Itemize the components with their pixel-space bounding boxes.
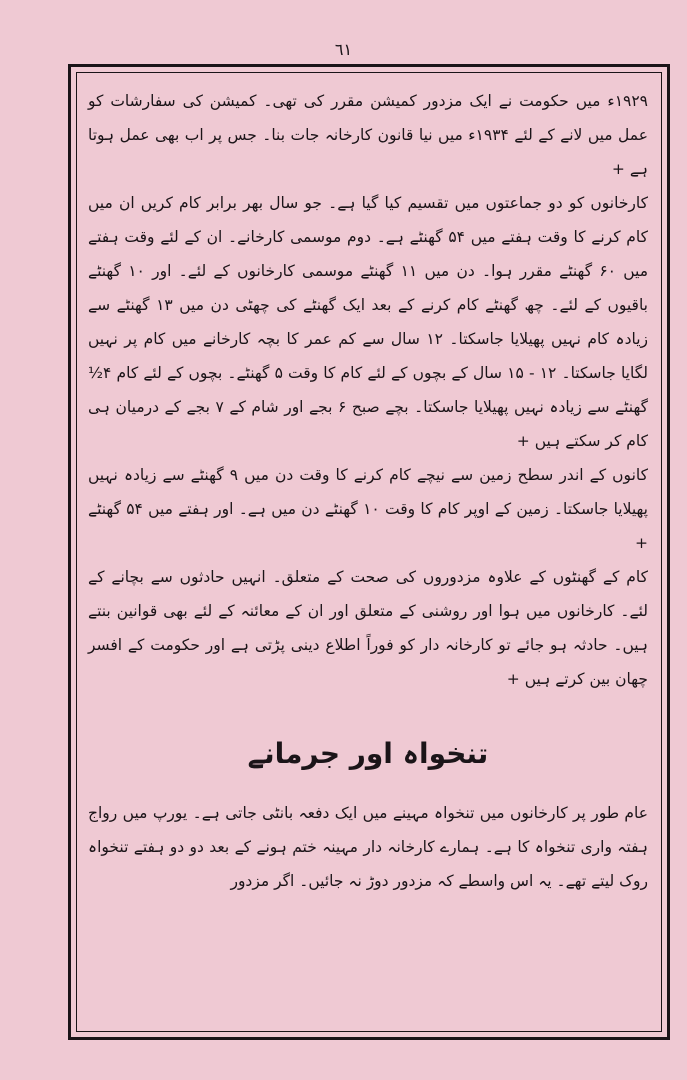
paragraph: کارخانوں کو دو جماعتوں میں تقسیم کیا گیا ہے۔ جو سال بھر برابر کام کریں ان میں کام کرنے کا وقت ہفتے میں ۵۴ گھنٹے ہے۔ دوم موسمی کارخانے۔ ان کے لئے وقت ہفتے میں ۶۰ گھنٹے مقرر ہوا۔ دن میں ۱۱ گھنٹے موسمی کارخانوں کے لئے۔ اور ۱۰ گھنٹے باقیوں کے لئے۔ چھ گھنٹے کام کرنے کے بعد ایک گھنٹے کی چھٹی دن میں ۱۳ گھنٹے سے زیادہ کام نہیں پھیلایا جاسکتا۔ ۱۲ سال سے کم عمر کا بچہ کارخانے میں کام پر نہیں لگایا جاسکتا۔ ۱۲ - ۱۵ سال کے بچوں کے لئے کام کا وقت ۵ گھنٹے۔ بچوں کے لئے کام ۴½ گھنٹے سے زیادہ نہیں پھیلایا جاسکتا۔ بچے صبح ۶ بجے اور شام کے ۷ بجے کے درمیان ہی کام کر سکتے ہیں +	[88, 194, 649, 450]
section-heading: تنخواہ اور جرمانے	[247, 737, 489, 770]
paragraph: ۱۹۲۹ء میں حکومت نے ایک مزدور کمیشن مقرر کی تھی۔ کمیشن کی سفارشات کو عمل میں لانے کے لئے ۱۹۳۴ء میں نیا قانون کارخانہ جات بنا۔ جس پر اب بھی عمل ہوتا ہے +	[88, 92, 649, 178]
page-number: ٦١	[334, 40, 353, 59]
page-content	[88, 84, 648, 1014]
paragraph: کانوں کے اندر سطح زمین سے نیچے کام کرنے کا وقت دن میں ۹ گھنٹے سے زیادہ نہیں پھیلایا جاسکتا۔ زمین کے اوپر کام کا وقت ۱۰ گھنٹے دن میں ہے۔ اور ہفتے میں ۵۴ گھنٹے +	[88, 466, 648, 552]
paragraph: عام طور پر کارخانوں میں تنخواہ مہینے میں ایک دفعہ بانٹی جاتی ہے۔ یورپ میں رواج ہفتہ واری تنخواہ کا ہے۔ ہمارے کارخانہ دار مہینہ ختم ہونے کے بعد دو دو ہفتے تنخواہ روک لیتے تھے۔ یہ اس واسطے کہ مزدور دوڑ نہ جائیں۔ اگر مزدور	[88, 804, 648, 890]
paragraph: کام کے گھنٹوں کے علاوہ مزدوروں کی صحت کے متعلق۔ انہیں حادثوں سے بچانے کے لئے۔ کارخانوں میں ہوا اور روشنی کے متعلق اور ان کے معائنہ کے لئے بھی قوانین بنتے ہیں۔ حادثہ ہو جائے تو کارخانہ دار کو فوراً اطلاع دینی پڑتی ہے اور حکومت کے افسر چھان بین کرتے ہیں +	[88, 568, 648, 688]
